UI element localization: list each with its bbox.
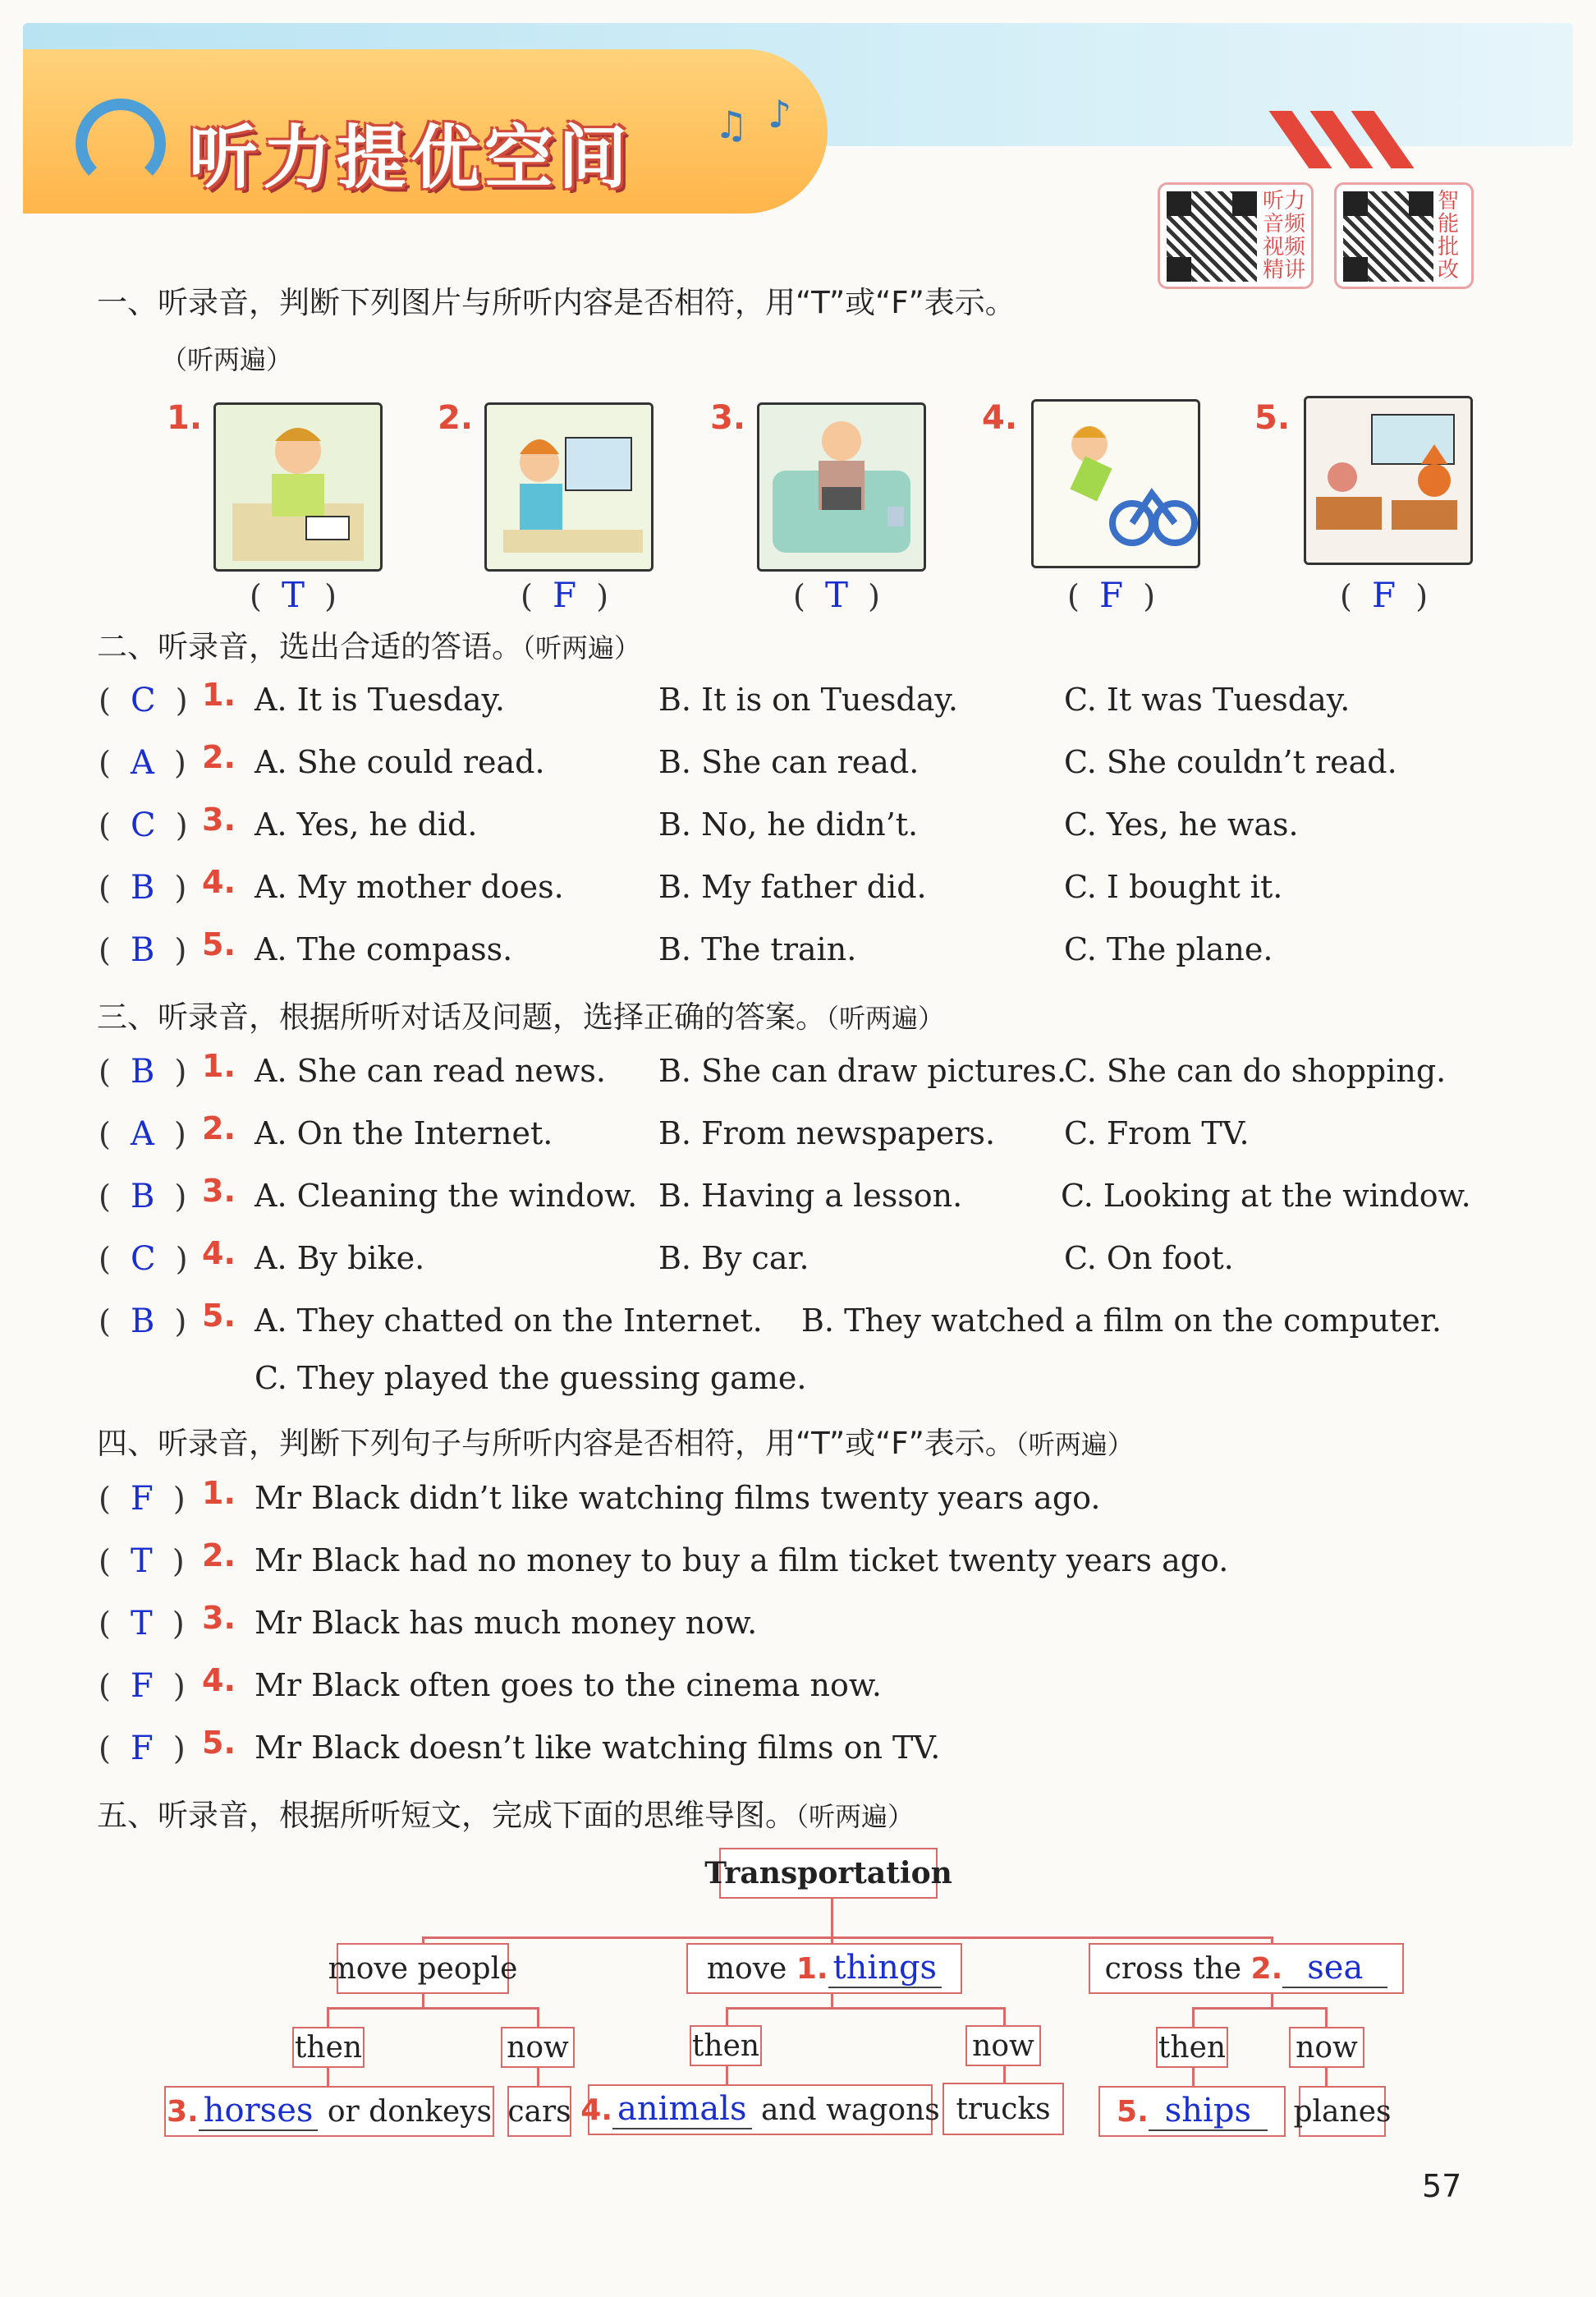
answer-slot[interactable]: ( T ) xyxy=(793,575,880,615)
decorative-stripes xyxy=(1289,111,1412,172)
option-a[interactable]: A. She can read news. xyxy=(255,1053,606,1089)
answer-slot[interactable]: ( F ) xyxy=(521,575,609,615)
option-a[interactable]: A. The compass. xyxy=(255,931,513,967)
boy-falling-bike-icon xyxy=(1031,399,1200,568)
mindmap-branch-move-things: move 1. things xyxy=(686,1943,962,1994)
option-c[interactable]: C. It was Tuesday. xyxy=(1064,682,1351,718)
option-b[interactable]: B. The train. xyxy=(658,931,857,967)
mindmap-leaf-trucks: trucks xyxy=(942,2083,1064,2135)
mindmap-leaf-cars: cars xyxy=(507,2086,571,2137)
question-number: 5. xyxy=(202,926,236,962)
option-b[interactable]: B. Having a lesson. xyxy=(658,1178,963,1214)
option-c[interactable]: C. On foot. xyxy=(1064,1240,1234,1276)
page-number: 57 xyxy=(1422,2168,1462,2204)
mindmap-now: now xyxy=(965,2025,1041,2066)
mindmap-leaf-3: 3. horses or donkeys xyxy=(164,2086,494,2137)
answer-slot[interactable]: ( B ) xyxy=(99,1053,187,1091)
answer-slot[interactable]: ( A ) xyxy=(99,1115,186,1153)
question-number: 5. xyxy=(202,1725,236,1761)
qr-code-audio[interactable] xyxy=(1158,182,1314,289)
option-c[interactable]: C. They played the guessing game. xyxy=(255,1360,807,1396)
option-a[interactable]: A. On the Internet. xyxy=(255,1115,553,1151)
option-b[interactable]: B. It is on Tuesday. xyxy=(658,682,958,718)
music-note-icon: ♪ xyxy=(768,92,792,136)
option-a[interactable]: A. By bike. xyxy=(255,1240,425,1276)
option-c[interactable]: C. I bought it. xyxy=(1064,869,1283,905)
answer-slot[interactable]: ( B ) xyxy=(99,931,187,969)
answer-slot[interactable]: ( B ) xyxy=(99,1178,187,1215)
qr-label: 听力音频 视频精讲 xyxy=(1262,189,1305,283)
answer-slot[interactable]: ( B ) xyxy=(99,1302,187,1340)
question-number: 5. xyxy=(202,1298,236,1334)
question-number: 4. xyxy=(202,864,236,900)
answer-slot[interactable]: ( T ) xyxy=(99,1542,185,1580)
mindmap-then: then xyxy=(292,2027,365,2068)
option-c[interactable]: C. The plane. xyxy=(1064,931,1273,967)
headphone-icon xyxy=(76,99,166,189)
mindmap-now: now xyxy=(501,2027,575,2068)
woman-at-computer-icon xyxy=(484,402,654,572)
answer-slot[interactable]: ( C ) xyxy=(99,1240,188,1278)
question-number: 3. xyxy=(202,802,236,838)
option-c[interactable]: C. From TV. xyxy=(1064,1115,1250,1151)
answer-slot[interactable]: ( F ) xyxy=(1067,575,1156,615)
answer-blank-1[interactable]: things xyxy=(828,1949,942,1988)
option-a[interactable]: A. She could read. xyxy=(255,744,545,780)
answer-slot[interactable]: ( F ) xyxy=(1340,575,1429,615)
section1-title: 一、听录音，判断下列图片与所听内容是否相符，用“T”或“F”表示。 xyxy=(97,285,1016,320)
answer-slot[interactable]: ( A ) xyxy=(99,744,186,782)
option-b[interactable]: B. She can draw pictures. xyxy=(658,1053,1067,1089)
question-number: 2. xyxy=(438,399,474,437)
question-number: 1. xyxy=(202,1048,236,1084)
option-b[interactable]: B. She can read. xyxy=(658,744,920,780)
statement-text: Mr Black had no money to buy a film ticket twenty years ago. xyxy=(255,1542,1229,1578)
question-number: 2. xyxy=(202,739,236,775)
qr-code-grading[interactable] xyxy=(1334,182,1474,289)
page-title: 听力提优空间 xyxy=(189,117,633,198)
option-b[interactable]: B. By car. xyxy=(658,1240,809,1276)
question-number: 1. xyxy=(202,1475,236,1511)
mindmap-branch-move-people: move people xyxy=(337,1943,509,1994)
answer-blank-3[interactable]: horses xyxy=(199,2092,319,2131)
option-a[interactable]: A. They chatted on the Internet. xyxy=(255,1302,763,1339)
statement-text: Mr Black doesn’t like watching films on TV. xyxy=(255,1730,941,1766)
answer-slot[interactable]: ( F ) xyxy=(99,1730,186,1767)
mindmap-root: Transportation xyxy=(719,1848,938,1899)
qr-label: 智能批改 xyxy=(1437,189,1459,283)
question-number: 4. xyxy=(202,1662,236,1698)
statement-text: Mr Black didn’t like watching films twenty years ago. xyxy=(255,1480,1101,1516)
option-b[interactable]: B. My father did. xyxy=(658,869,927,905)
qr-code-icon xyxy=(1167,191,1257,282)
answer-blank-4[interactable]: animals xyxy=(612,2090,752,2129)
option-a[interactable]: A. Cleaning the window. xyxy=(255,1178,638,1214)
option-a[interactable]: A. Yes, he did. xyxy=(255,806,478,843)
section2-title: 二、听录音，选出合适的答语。（听两遍） xyxy=(97,629,641,664)
question-number: 3. xyxy=(710,399,746,437)
mindmap-leaf-4: 4. animals and wagons xyxy=(588,2084,933,2135)
answer-slot[interactable]: ( B ) xyxy=(99,869,187,907)
question-number: 1. xyxy=(167,399,203,437)
mindmap-then: then xyxy=(1156,2027,1228,2068)
mindmap-leaf-5: 5. ships xyxy=(1098,2086,1286,2137)
qr-code-icon xyxy=(1343,191,1433,282)
answer-blank-5[interactable]: ships xyxy=(1149,2092,1268,2131)
mindmap-branch-cross-sea: cross the 2. sea xyxy=(1089,1943,1404,1994)
section3-title: 三、听录音，根据所听对话及问题，选择正确的答案。（听两遍） xyxy=(97,999,945,1035)
mindmap-leaf-planes: planes xyxy=(1299,2086,1386,2137)
option-c[interactable]: C. She couldn’t read. xyxy=(1064,744,1397,780)
answer-slot[interactable]: ( F ) xyxy=(99,1667,186,1705)
answer-slot[interactable]: ( C ) xyxy=(99,806,188,844)
answer-slot[interactable]: ( T ) xyxy=(250,575,337,615)
man-writing-letter-icon xyxy=(213,402,383,572)
grandpa-laptop-sofa-icon xyxy=(757,402,926,572)
statement-text: Mr Black has much money now. xyxy=(255,1605,758,1641)
option-b[interactable]: B. No, he didn’t. xyxy=(658,806,919,843)
question-number: 2. xyxy=(202,1537,236,1573)
option-c[interactable]: C. Yes, he was. xyxy=(1064,806,1299,843)
section1-note: （听两遍） xyxy=(161,344,293,375)
question-number: 1. xyxy=(202,677,236,713)
option-a[interactable]: A. My mother does. xyxy=(255,869,564,905)
option-c[interactable]: C. She can do shopping. xyxy=(1064,1053,1447,1089)
option-b[interactable]: B. From newspapers. xyxy=(658,1115,996,1151)
answer-slot[interactable]: ( C ) xyxy=(99,682,188,719)
mindmap-now: now xyxy=(1289,2027,1364,2068)
statement-text: Mr Black often goes to the cinema now. xyxy=(255,1667,882,1703)
answer-slot[interactable]: ( F ) xyxy=(99,1480,186,1518)
question-number: 3. xyxy=(202,1173,236,1209)
option-b[interactable]: B. They watched a film on the computer. xyxy=(801,1302,1442,1339)
question-number: 4. xyxy=(982,399,1018,437)
option-a[interactable]: A. It is Tuesday. xyxy=(255,682,505,718)
section5-title: 五、听录音，根据所听短文，完成下面的思维导图。（听两遍） xyxy=(97,1798,915,1833)
question-number: 5. xyxy=(1254,399,1291,437)
question-number: 4. xyxy=(202,1235,236,1271)
answer-slot[interactable]: ( T ) xyxy=(99,1605,185,1642)
option-c[interactable]: C. Looking at the window. xyxy=(1061,1178,1471,1214)
question-number: 3. xyxy=(202,1600,236,1636)
question-number: 2. xyxy=(202,1110,236,1146)
animals-classroom-icon xyxy=(1304,396,1473,565)
music-note-icon: ♫ xyxy=(714,103,749,147)
answer-blank-2[interactable]: sea xyxy=(1282,1949,1387,1988)
section4-title: 四、听录音，判断下列句子与所听内容是否相符，用“T”或“F”表示。（听两遍） xyxy=(97,1426,1134,1461)
mindmap-then: then xyxy=(690,2025,762,2066)
